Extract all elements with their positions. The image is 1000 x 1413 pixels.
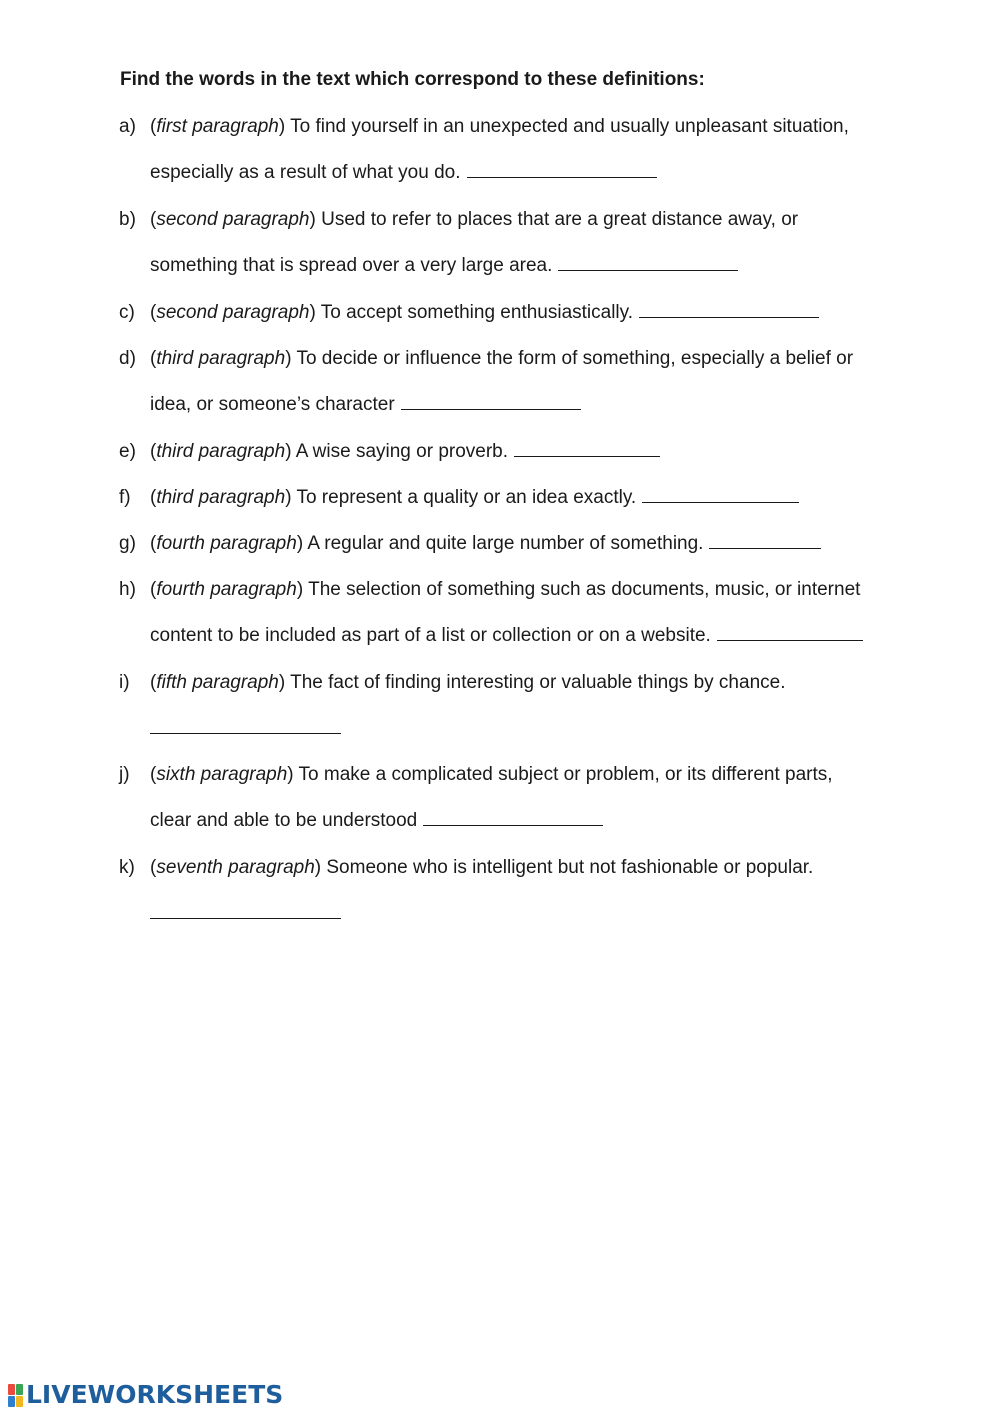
item-letter: i) <box>119 672 130 693</box>
answer-blank[interactable] <box>423 824 603 826</box>
definition-text: ) Someone who is intelligent but not fashionable or popular. <box>314 857 814 878</box>
logo-square-icon <box>16 1384 23 1395</box>
definition-text: ) The fact of finding interesting or valuable things by chance. <box>278 672 786 693</box>
answer-blank[interactable] <box>717 639 863 641</box>
paragraph-reference: sixth paragraph <box>156 764 288 785</box>
definition-text: ) Used to refer to places that are a great distance away, or <box>309 209 799 230</box>
paragraph-reference: fourth paragraph <box>156 579 297 600</box>
definition-text: ) To find yourself in an unexpected and usually unpleasant situation, <box>278 116 849 137</box>
answer-blank[interactable] <box>514 455 660 457</box>
definition-line-1: (second paragraph) Used to refer to places that are a great distance away, or <box>150 209 799 230</box>
definition-text: ) To represent a quality or an idea exactly. <box>285 487 637 508</box>
definition-line-2 <box>150 393 581 417</box>
definition-line-2 <box>150 161 657 185</box>
paragraph-reference: third paragraph <box>156 441 286 462</box>
item-letter: f) <box>119 487 131 508</box>
item-letter: c) <box>119 302 135 323</box>
paragraph-reference: third paragraph <box>156 487 286 508</box>
definition-line-1: (sixth paragraph) To make a complicated subject or problem, or its different parts, <box>150 764 833 785</box>
definition-line-1: (fifth paragraph) The fact of finding interesting or valuable things by chance. <box>150 672 786 693</box>
definition-text: ) To accept something enthusiastically. <box>309 302 634 323</box>
definition-line-1: (third paragraph) A wise saying or proverb. <box>150 440 660 464</box>
definition-line-2 <box>150 717 341 741</box>
paragraph-reference: seventh paragraph <box>156 857 315 878</box>
definition-line-1: (fourth paragraph) The selection of something such as documents, music, or internet <box>150 579 861 600</box>
definition-line-1: (fourth paragraph) A regular and quite large number of something. <box>150 532 821 556</box>
definition-text: ) A wise saying or proverb. <box>285 441 509 462</box>
paragraph-reference: second paragraph <box>156 209 310 230</box>
definition-text: idea, or someone’s character <box>150 394 395 415</box>
definition-text: ) A regular and quite large number of something. <box>296 533 704 554</box>
worksheet-instructions: Find the words in the text which correspond to these definitions: <box>120 69 705 90</box>
answer-blank[interactable] <box>639 316 819 318</box>
definition-line-1: (first paragraph) To find yourself in an unexpected and usually unpleasant situation, <box>150 116 849 137</box>
answer-blank[interactable] <box>558 269 738 271</box>
paragraph-reference: first paragraph <box>156 116 279 137</box>
logo-square-icon <box>8 1384 15 1395</box>
definition-text: clear and able to be understood <box>150 810 418 831</box>
definition-text: something that is spread over a very large area. <box>150 255 553 276</box>
item-letter: h) <box>119 579 136 600</box>
definition-text: content to be included as part of a list or collection or on a website. <box>150 625 711 646</box>
item-letter: k) <box>119 857 135 878</box>
item-letter: d) <box>119 348 136 369</box>
definition-line-2 <box>150 624 863 648</box>
answer-blank[interactable] <box>150 732 341 734</box>
definition-line-2 <box>150 902 341 926</box>
answer-blank[interactable] <box>642 501 799 503</box>
paragraph-reference: fifth paragraph <box>156 672 279 693</box>
logo-square-icon <box>8 1396 15 1407</box>
item-letter: b) <box>119 209 136 230</box>
definition-text: ) The selection of something such as documents, music, or internet <box>296 579 861 600</box>
definition-line-2 <box>150 254 738 278</box>
item-letter: j) <box>119 764 130 785</box>
definition-text: ) To decide or influence the form of something, especially a belief or <box>285 348 854 369</box>
paragraph-reference: second paragraph <box>156 302 310 323</box>
definition-line-2 <box>150 809 603 833</box>
definition-line-1: (third paragraph) To decide or influence the form of something, especially a belief or <box>150 348 854 369</box>
logo-grid-icon <box>8 1384 23 1407</box>
paragraph-reference: third paragraph <box>156 348 286 369</box>
definition-text: ) To make a complicated subject or problem, or its different parts, <box>287 764 833 785</box>
answer-blank[interactable] <box>709 547 821 549</box>
paragraph-reference: fourth paragraph <box>156 533 297 554</box>
answer-blank[interactable] <box>150 917 341 919</box>
item-letter: e) <box>119 441 136 462</box>
definition-line-1: (third paragraph) To represent a quality or an idea exactly. <box>150 486 799 510</box>
logo-square-icon <box>16 1396 23 1407</box>
item-letter: a) <box>119 116 136 137</box>
item-letter: g) <box>119 533 136 554</box>
logo-wordmark: LIVEWORKSHEETS <box>26 1380 284 1409</box>
answer-blank[interactable] <box>467 176 657 178</box>
definition-line-1: (seventh paragraph) Someone who is intelligent but not fashionable or popular. <box>150 857 814 878</box>
definition-text: especially as a result of what you do. <box>150 162 461 183</box>
liveworksheets-logo[interactable] <box>8 1380 283 1410</box>
answer-blank[interactable] <box>401 408 581 410</box>
definition-line-1: (second paragraph) To accept something enthusiastically. <box>150 301 819 325</box>
